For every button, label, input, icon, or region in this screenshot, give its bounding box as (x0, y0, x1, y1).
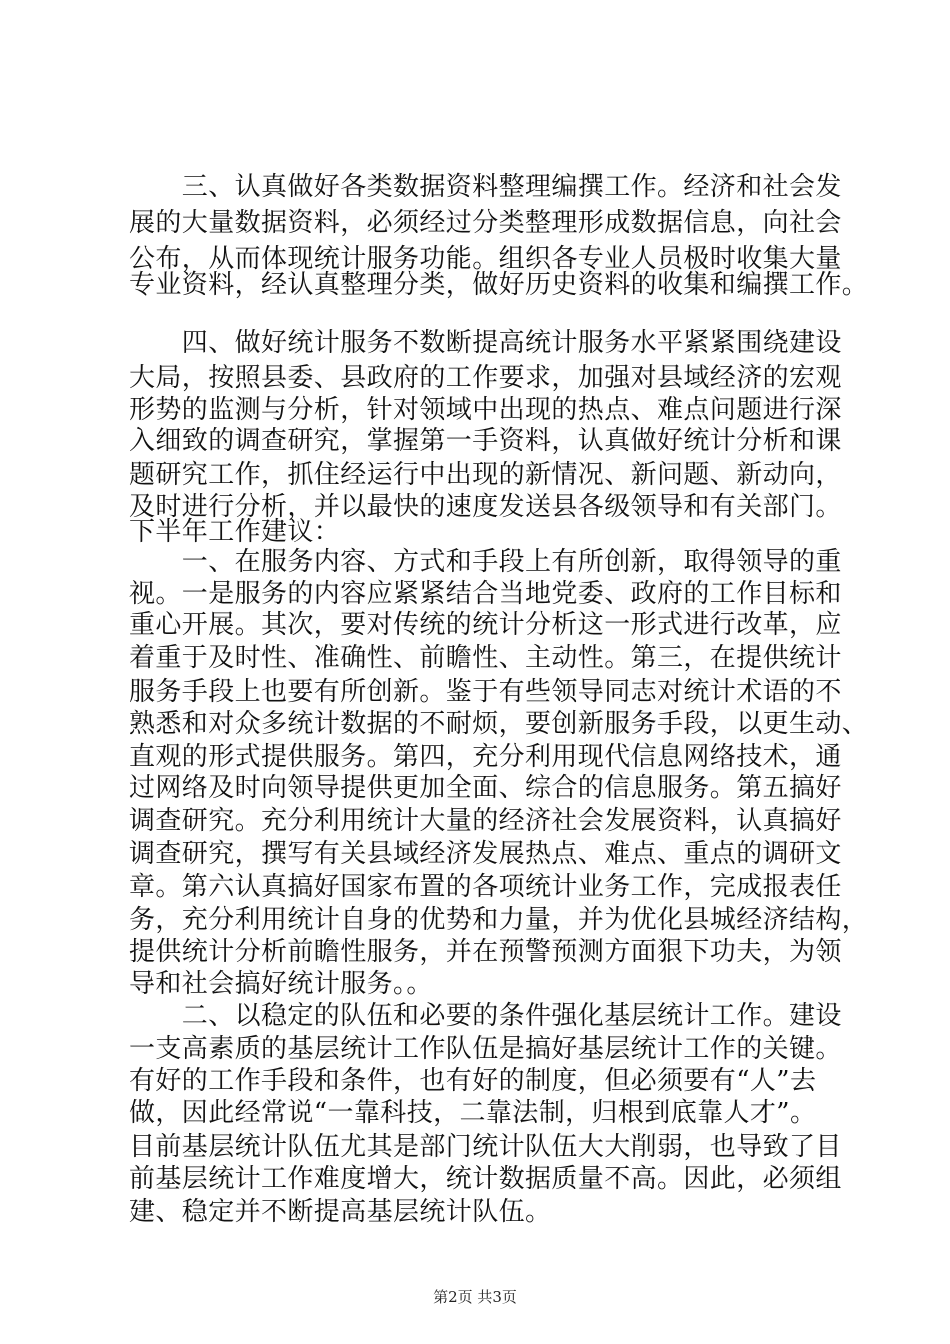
text-line: 题研究工作，抓住经运行中出现的新情况、新问题、新动向， (129, 460, 842, 490)
text-line: 形势的监测与分析，针对领域中出现的热点、难点问题进行深 (129, 395, 842, 425)
text-line: 直观的形式提供服务。第四，充分利用现代信息网络技术，通 (129, 742, 842, 772)
text-line: 做，因此经常说“一靠科技，二靠法制，归根到底靠人才”。 (129, 1098, 817, 1128)
text-line: 大局，按照县委、县政府的工作要求，加强对县域经济的宏观 (129, 363, 842, 393)
text-line: 导和社会搞好统计服务。。 (129, 969, 433, 999)
text-line: 提供统计分析前瞻性服务，并在预警预测方面狠下功夫，为领 (129, 937, 842, 967)
text-line: 及时进行分析，并以最快的速度发送县各级领导和有关部门。 (129, 492, 842, 522)
text-line: 调查研究。充分利用统计大量的经济社会发展资料，认真搞好 (129, 806, 842, 836)
text-line: 建、稳定并不断提高基层统计队伍。 (129, 1197, 552, 1227)
text-line: 二、以稳定的队伍和必要的条件强化基层统计工作。建设 (129, 1001, 842, 1031)
text-line: 视。一是服务的内容应紧紧结合当地党委、政府的工作目标和 (129, 579, 842, 609)
text-line: 有好的工作手段和条件，也有好的制度，但必须要有“人”去 (129, 1066, 817, 1096)
text-line: 章。第六认真搞好国家布置的各项统计业务工作，完成报表任 (129, 872, 842, 902)
text-line: 务，充分利用统计自身的优势和力量，并为优化县城经济结构， (129, 905, 869, 935)
text-line: 着重于及时性、准确性、前瞻性、主动性。第三，在提供统计 (129, 643, 842, 673)
text-line: 入细致的调查研究，掌握第一手资料，认真做好统计分析和课 (129, 426, 842, 456)
page-number-footer: 第2页 共3页 (433, 1288, 517, 1306)
text-line: 专业资料，经认真整理分类，做好历史资料的收集和编撰工作。 (129, 270, 869, 300)
text-line: 目前基层统计队伍尤其是部门统计队伍大大削弱，也导致了目 (129, 1132, 842, 1162)
text-line: 展的大量数据资料，必须经过分类整理形成数据信息，向社会 (129, 208, 842, 238)
text-line: 调查研究，撰写有关县域经济发展热点、难点、重点的调研文 (129, 839, 842, 869)
text-line: 四、做好统计服务不数断提高统计服务水平紧紧围绕建设 (129, 328, 842, 358)
text-line: 熟悉和对众多统计数据的不耐烦，要创新服务手段，以更生动、 (129, 709, 869, 739)
text-line: 三、认真做好各类数据资料整理编撰工作。经济和社会发 (129, 172, 842, 202)
text-line: 公布，从而体现统计服务功能。组织各专业人员极时收集大量 (129, 244, 842, 274)
section-heading: 下半年工作建议： (129, 517, 341, 547)
text-line: 重心开展。其次，要对传统的统计分析这一形式进行改革，应 (129, 610, 842, 640)
text-line: 一、在服务内容、方式和手段上有所创新，取得领导的重 (129, 547, 842, 577)
text-line: 过网络及时向领导提供更加全面、综合的信息服务。第五搞好 (129, 773, 842, 803)
text-line: 前基层统计工作难度增大，统计数据质量不高。因此，必须组 (129, 1164, 842, 1194)
text-line: 服务手段上也要有所创新。鉴于有些领导同志对统计术语的不 (129, 677, 842, 707)
text-line: 一支高素质的基层统计工作队伍是搞好基层统计工作的关键。 (129, 1034, 842, 1064)
